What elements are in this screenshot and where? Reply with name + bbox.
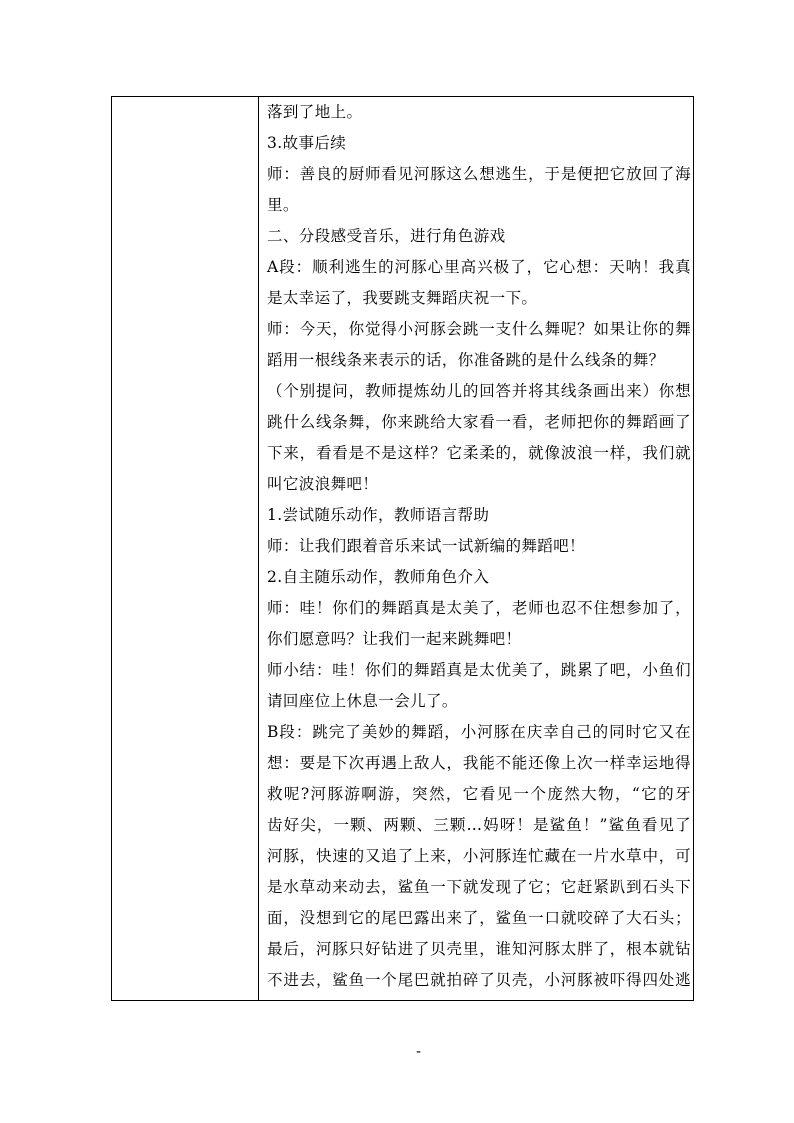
text-line: 跳什么线条舞，你来跳给大家看一看，老师把你的舞蹈画了 — [267, 413, 691, 431]
text-line: 3.故事后续 — [267, 134, 347, 152]
text-line: 落到了地上。 — [267, 103, 363, 121]
text-line: 1.尝试随乐动作，教师语言帮助 — [267, 506, 490, 524]
text-line: 师小结：哇！你们的舞蹈真是太优美了，跳累了吧，小鱼们 — [267, 661, 691, 679]
text-line: 河豚，快速的又追了上来，小河豚连忙藏在一片水草中，可 — [267, 847, 691, 865]
text-line: 是太幸运了，我要跳支舞蹈庆祝一下。 — [267, 289, 538, 307]
text-line: 下来，看看是不是这样？它柔柔的，就像波浪一样，我们就 — [267, 444, 691, 462]
text-line: A段：顺利逃生的河豚心里高兴极了，它心想：天呐！我真 — [267, 258, 691, 276]
text-line: 不进去，鲨鱼一个尾巴就拍碎了贝壳，小河豚被吓得四处逃 — [267, 971, 691, 989]
text-line: 救呢?河豚游啊游，突然，它看见一个庞然大物，“它的牙 — [267, 785, 691, 803]
page-footer-mark: - — [416, 1044, 422, 1060]
table-left-cell — [112, 97, 259, 1000]
text-line: 2.自主随乐动作，教师角色介入 — [267, 568, 490, 586]
text-line: 面，没想到它的尾巴露出来了，鲨鱼一口就咬碎了大石头； — [267, 909, 691, 927]
text-line: 想：要是下次再遇上敌人，我能不能还像上次一样幸运地得 — [267, 754, 691, 772]
text-line: 最后，河豚只好钻进了贝壳里，谁知河豚太胖了，根本就钻 — [267, 940, 691, 958]
lesson-table — [111, 96, 694, 1001]
table-right-cell — [259, 97, 693, 1000]
text-line: 请回座位上休息一会儿了。 — [267, 692, 458, 710]
text-line: 师：善良的厨师看见河豚这么想逃生，于是便把它放回了海 — [267, 165, 691, 183]
text-line: 里。 — [267, 196, 299, 214]
text-line: （个别提问，教师提炼幼儿的回答并将其线条画出来）你想 — [267, 382, 691, 400]
text-line: 蹈用一根线条来表示的话，你准备跳的是什么线条的舞？ — [267, 351, 665, 369]
text-line: 你们愿意吗？让我们一起来跳舞吧！ — [267, 630, 522, 648]
text-line: B段：跳完了美妙的舞蹈，小河豚在庆幸自己的同时它又在 — [267, 723, 691, 741]
text-line: 是水草动来动去，鲨鱼一下就发现了它；它赶紧趴到石头下 — [267, 878, 691, 896]
text-line: 师：哇！你们的舞蹈真是太美了，老师也忍不住想参加了， — [267, 599, 691, 617]
text-line: 师：让我们跟着音乐来试一试新编的舞蹈吧！ — [267, 537, 586, 555]
text-line: 师：今天，你觉得小河豚会跳一支什么舞呢？如果让你的舞 — [267, 320, 691, 338]
text-line: 齿好尖，一颗、两颗、三颗…妈呀！是鲨鱼！”鲨鱼看见了 — [267, 816, 691, 834]
text-line: 二、分段感受音乐，进行角色游戏 — [267, 227, 506, 245]
text-line: 叫它波浪舞吧！ — [267, 475, 379, 493]
